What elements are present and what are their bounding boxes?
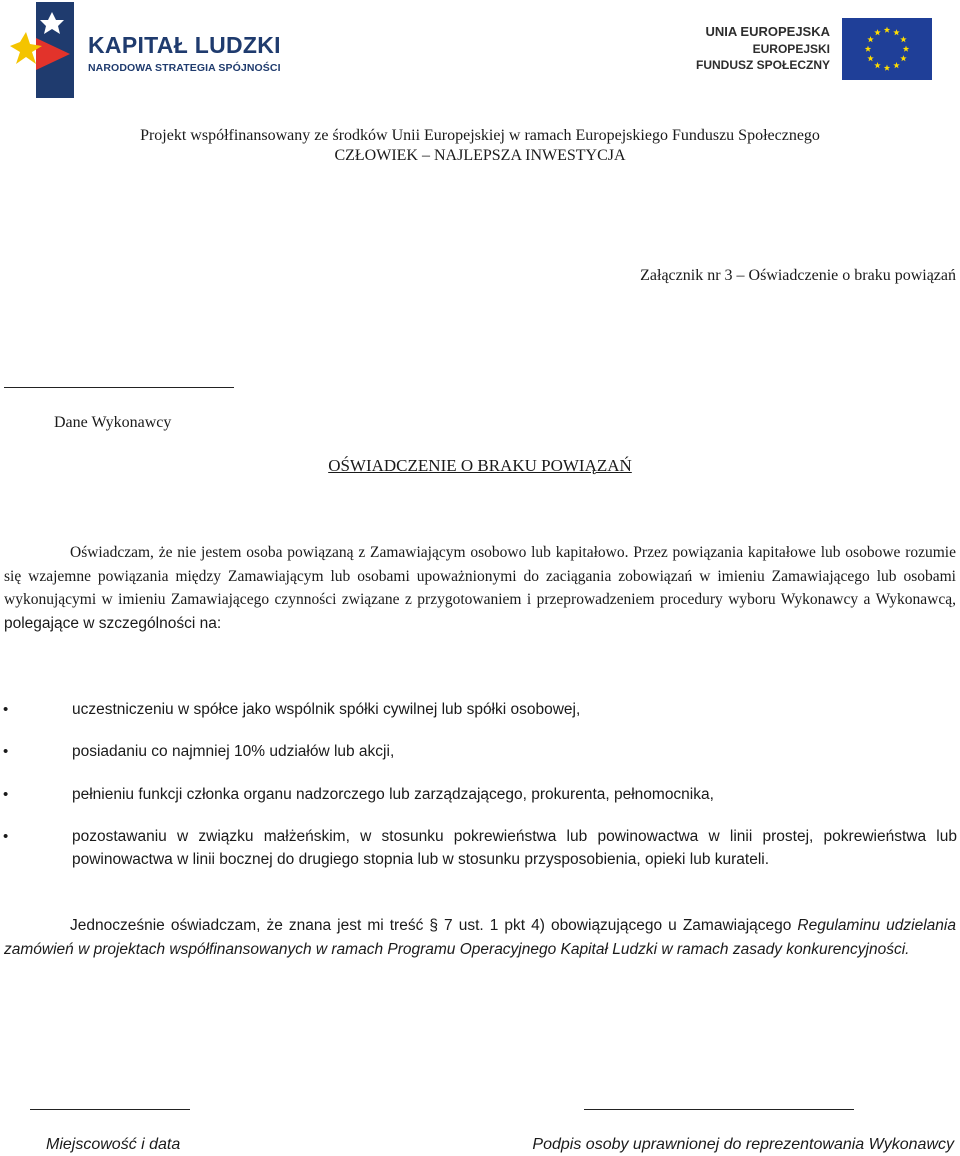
eu-flag-icon (842, 18, 932, 80)
declaration-paragraph (4, 541, 956, 635)
bullet-icon: • (3, 828, 9, 845)
signature-label: Podpis osoby uprawnionej do reprezentowania Wykonawcy (532, 1136, 954, 1153)
project-slogan-line: CZŁOWIEK – NAJLEPSZA INWESTYCJA (334, 147, 626, 164)
bullet-icon: • (3, 701, 9, 718)
list-item-text: pełnieniu funkcji członka organu nadzorczego lub zarządzającego, prokurenta, pełnomocnika, (72, 786, 714, 803)
declaration-text-end: polegające w szczególności na: (4, 614, 222, 632)
project-funding-line: Projekt współfinansowany ze środków Unii Europejskiej w ramach Europejskiego Funduszu Społecznego (140, 127, 820, 144)
closing-text: Jednocześnie oświadczam, że znana jest mi treść § 7 ust. 1 pkt 4) obowiązującego u Zamawiającego (70, 917, 798, 934)
closing-paragraph (4, 914, 956, 961)
list-item-text: pozostawaniu w związku małżeńskim, w stosunku pokrewieństwa lub powinowactwa w linii prostej, pokrewieństwa lub powinowactwa w linii bocznej do drugiego stopnia lub w stosunku przysposobienia, opieki lub kurateli. (72, 828, 957, 868)
kapital-ludzki-emblem-icon (8, 2, 78, 98)
bullet-icon: • (3, 743, 9, 760)
kapital-ludzki-subtitle: NARODOWA STRATEGIA SPÓJNOŚCI (88, 62, 281, 74)
place-date-label: Miejscowość i data (46, 1136, 181, 1153)
declaration-text: Oświadczam, że nie jestem osoba powiązaną z Zamawiającym osobowo lub kapitałowo. Przez powiązania kapitałowe lub osobowe rozumie się wzajemne powiązania między Zamawiającym lub osobami upoważnionymi do zaciągania zobowiązań w imieniu Zamawiającego lub osobami wykonującymi w imieniu Zamawiającego czynności związane z przygotowaniem i przeprowadzeniem procedury wyboru Wykonawcy a Wykonawcą, (4, 544, 956, 608)
eu-logo-line2: EUROPEJSKI (752, 42, 830, 56)
kapital-ludzki-logo (8, 2, 298, 98)
kapital-ludzki-title: KAPITAŁ LUDZKI (88, 32, 281, 58)
document-title: OŚWIADCZENIE O BRAKU POWIĄZAŃ (328, 456, 632, 475)
list-item-text: posiadaniu co najmniej 10% udziałów lub akcji, (72, 743, 395, 760)
attachment-label: Załącznik nr 3 – Oświadczenie o braku powiązań (640, 267, 956, 284)
eu-logo-line1: UNIA EUROPEJSKA (705, 24, 830, 39)
list-item-text: uczestniczeniu w spółce jako wspólnik spółki cywilnej lub spółki osobowej, (72, 701, 581, 718)
signature-line (584, 1109, 854, 1110)
eu-logo-line3: FUNDUSZ SPOŁECZNY (695, 58, 830, 72)
place-date-line (30, 1109, 190, 1110)
bullet-icon: • (3, 786, 9, 803)
eu-logo (695, 16, 932, 82)
contractor-data-line (4, 387, 234, 388)
regulation-title: Regulaminu udzielania zamówień w projektach współfinansowanych w ramach Programu Operacyjnego Kapitał Ludzki w ramach zasady konkurencyjności. (4, 917, 956, 958)
contractor-data-label: Dane Wykonawcy (54, 414, 172, 431)
